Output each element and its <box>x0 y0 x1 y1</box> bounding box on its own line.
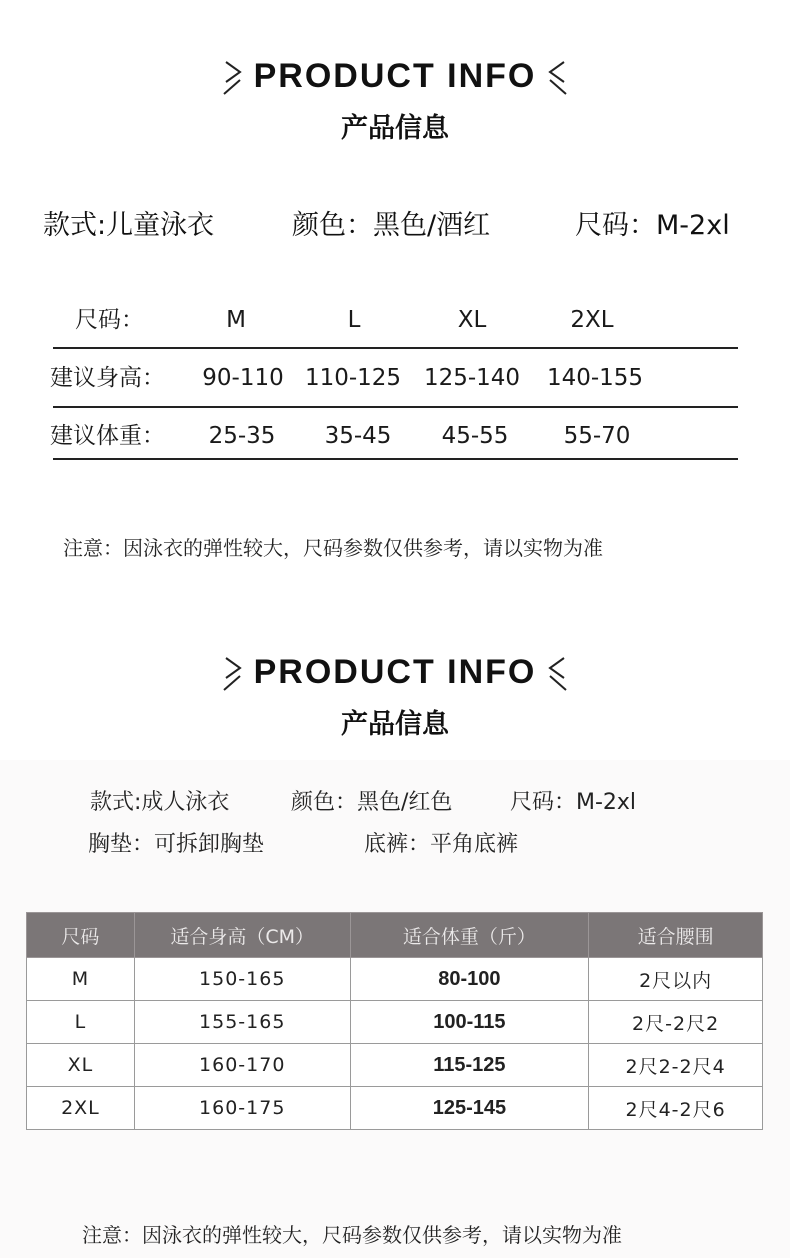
table-divider <box>53 347 738 349</box>
style-text: 款式:成人泳衣 <box>90 790 230 815</box>
size-text: 尺码：M-2xl <box>510 790 637 815</box>
table-cell: 100-115 <box>350 1001 589 1044</box>
header-cell: 尺码 <box>27 913 135 958</box>
table-cell: 160-175 <box>134 1087 350 1130</box>
color-text: 颜色：黑色/酒红 <box>292 210 491 241</box>
chevron-right-icon <box>222 56 244 96</box>
note-text: 注意：因泳衣的弹性较大，尺码参数仅供参考，请以实物为准 <box>82 1223 622 1247</box>
pad-text: 胸垫：可拆卸胸垫 <box>88 832 265 857</box>
table-cell: M <box>27 958 135 1001</box>
table-cell: 110-125 <box>304 365 402 391</box>
chevron-left-icon <box>546 56 568 96</box>
row-label: 建议身高： <box>50 365 165 391</box>
table-cell: L <box>27 1001 135 1044</box>
row-label: 尺码： <box>75 307 144 333</box>
table-divider <box>53 406 738 408</box>
size-text: 尺码：M-2xl <box>575 210 730 241</box>
section1-heading <box>0 56 790 145</box>
table-divider <box>53 458 738 460</box>
header-cell: 适合身高（CM） <box>134 913 350 958</box>
table-cell: 2尺以内 <box>589 958 763 1001</box>
adult-size-table <box>26 912 763 1130</box>
table-cell: 2尺2-2尺4 <box>589 1044 763 1087</box>
heading-cn: 产品信息 <box>341 113 449 144</box>
table-cell: 35-45 <box>324 423 392 449</box>
table-cell: XL <box>27 1044 135 1087</box>
heading-cn: 产品信息 <box>341 709 449 740</box>
style-text: 款式:儿童泳衣 <box>43 210 215 241</box>
table-cell: 2尺4-2尺6 <box>589 1087 763 1130</box>
table-row <box>53 291 738 349</box>
table-cell: 155-165 <box>134 1001 350 1044</box>
header-cell: 适合体重（斤） <box>350 913 589 958</box>
table-cell: L <box>347 307 361 333</box>
table-row <box>27 1001 763 1044</box>
table-cell: 2尺-2尺2 <box>589 1001 763 1044</box>
table-row <box>50 349 738 407</box>
table-cell: 2XL <box>27 1087 135 1130</box>
table-cell: 125-145 <box>350 1087 589 1130</box>
color-text: 颜色：黑色/红色 <box>291 790 453 815</box>
table-header-row <box>27 913 763 958</box>
table-cell: 90-110 <box>202 365 284 391</box>
table-cell: 160-170 <box>134 1044 350 1087</box>
table-row <box>27 958 763 1001</box>
table-cell: 125-140 <box>423 365 521 391</box>
bottom-text: 底裤：平角底裤 <box>364 832 519 857</box>
table-cell: 2XL <box>570 307 614 333</box>
table-cell: XL <box>457 307 487 333</box>
heading-en: PRODUCT INFO <box>253 652 537 691</box>
table-cell: 45-55 <box>441 423 509 449</box>
header-cell: 适合腰围 <box>589 913 763 958</box>
section2-heading <box>0 652 790 741</box>
row-label: 建议体重： <box>50 423 165 449</box>
note-text: 注意：因泳衣的弹性较大，尺码参数仅供参考，请以实物为准 <box>63 536 603 560</box>
table-row <box>50 407 738 465</box>
table-cell: 115-125 <box>350 1044 589 1087</box>
table-cell: 80-100 <box>350 958 589 1001</box>
kids-size-table <box>50 291 738 465</box>
table-cell: M <box>226 307 246 333</box>
chevron-left-icon <box>546 652 568 692</box>
table-cell: 25-35 <box>208 423 276 449</box>
chevron-right-icon <box>222 652 244 692</box>
table-row <box>27 1087 763 1130</box>
table-row <box>27 1044 763 1087</box>
heading-en: PRODUCT INFO <box>253 56 537 95</box>
table-cell: 140-155 <box>546 365 644 391</box>
table-cell: 150-165 <box>134 958 350 1001</box>
table-cell: 55-70 <box>563 423 631 449</box>
